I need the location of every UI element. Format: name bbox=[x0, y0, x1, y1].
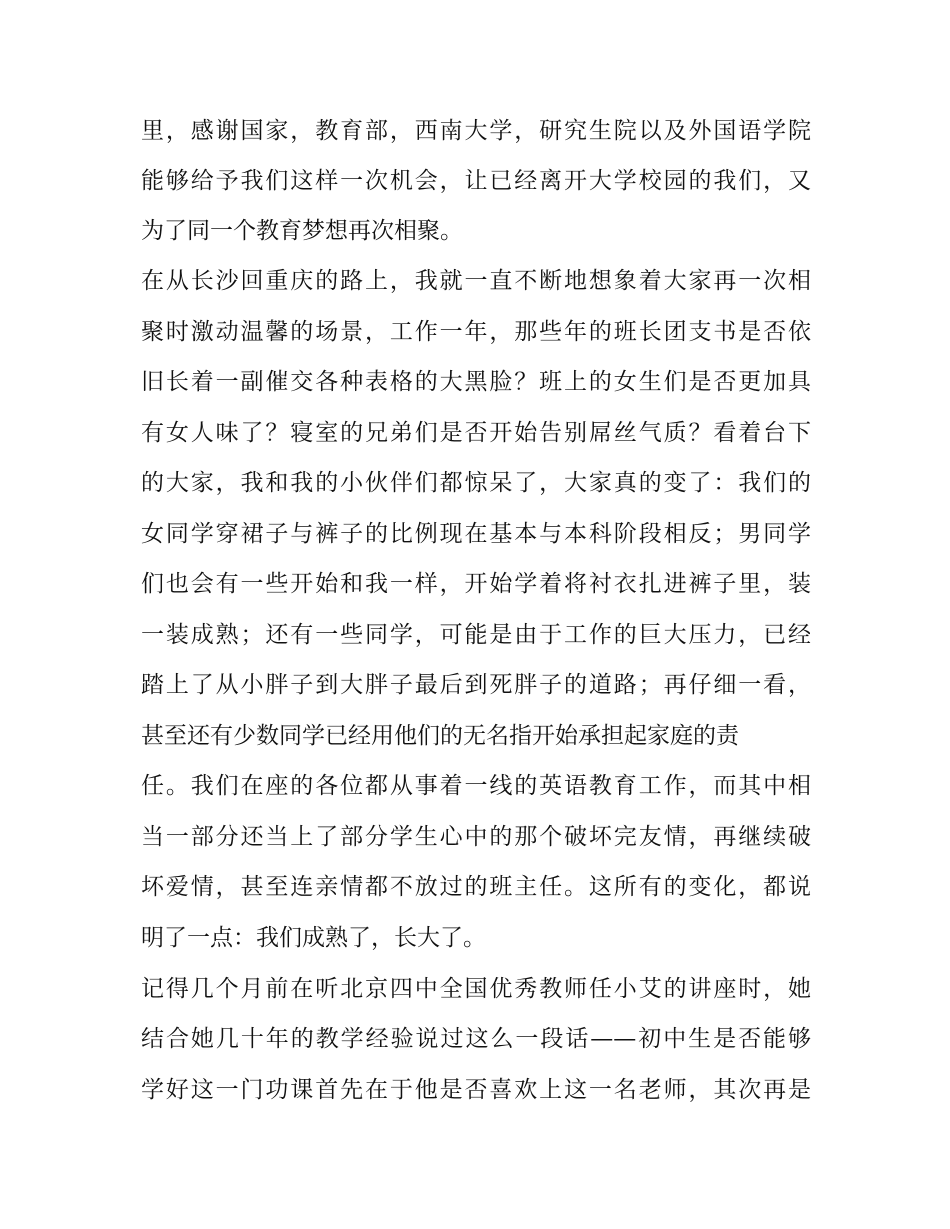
text-line: 女同学穿裙子与裤子的比例现在基本与本科阶段相反；男同学 bbox=[141, 521, 811, 547]
text-line: 甚至还有少数同学已经用他们的无名指开始承担起家庭的责 bbox=[141, 723, 739, 749]
text-line: 学好这一门功课首先在于他是否喜欢上这一名老师，其次再是 bbox=[141, 1077, 811, 1103]
text-line: 坏爱情，甚至连亲情都不放过的班主任。这所有的变化，都说 bbox=[141, 874, 811, 900]
text-line: 记得几个月前在听北京四中全国优秀教师任小艾的讲座时，她 bbox=[141, 976, 811, 1002]
text-line: 当一部分还当上了部分学生心中的那个破坏完友情，再继续破 bbox=[141, 824, 811, 850]
text-line: 为了同一个教育梦想再次相聚。 bbox=[141, 218, 463, 244]
text-line: 结合她几十年的教学经验说过这么一段话——初中生是否能够 bbox=[141, 1026, 811, 1052]
text-line: 旧长着一副催交各种表格的大黑脸？班上的女生们是否更加具 bbox=[141, 369, 811, 395]
text-line: 的大家，我和我的小伙伴们都惊呆了，大家真的变了：我们的 bbox=[141, 470, 811, 496]
text-line: 能够给予我们这样一次机会，让已经离开大学校园的我们，又 bbox=[141, 168, 811, 194]
text-line: 任。我们在座的各位都从事着一线的英语教育工作，而其中相 bbox=[141, 773, 811, 799]
text-line: 里，感谢国家，教育部，西南大学，研究生院以及外国语学院 bbox=[141, 118, 811, 144]
text-line: 踏上了从小胖子到大胖子最后到死胖子的道路；再仔细一看， bbox=[141, 672, 811, 698]
text-line: 们也会有一些开始和我一样，开始学着将衬衣扎进裤子里，装 bbox=[141, 571, 811, 597]
text-line: 聚时激动温馨的场景，工作一年，那些年的班长团支书是否依 bbox=[141, 319, 811, 345]
text-line: 一装成熟；还有一些同学，可能是由于工作的巨大压力，已经 bbox=[141, 622, 811, 648]
text-line: 有女人味了？寝室的兄弟们是否开始告别屌丝气质？看着台下 bbox=[141, 420, 811, 446]
text-line: 在从长沙回重庆的路上，我就一直不断地想象着大家再一次相 bbox=[141, 268, 811, 294]
text-line: 明了一点：我们成熟了，长大了。 bbox=[141, 925, 486, 951]
